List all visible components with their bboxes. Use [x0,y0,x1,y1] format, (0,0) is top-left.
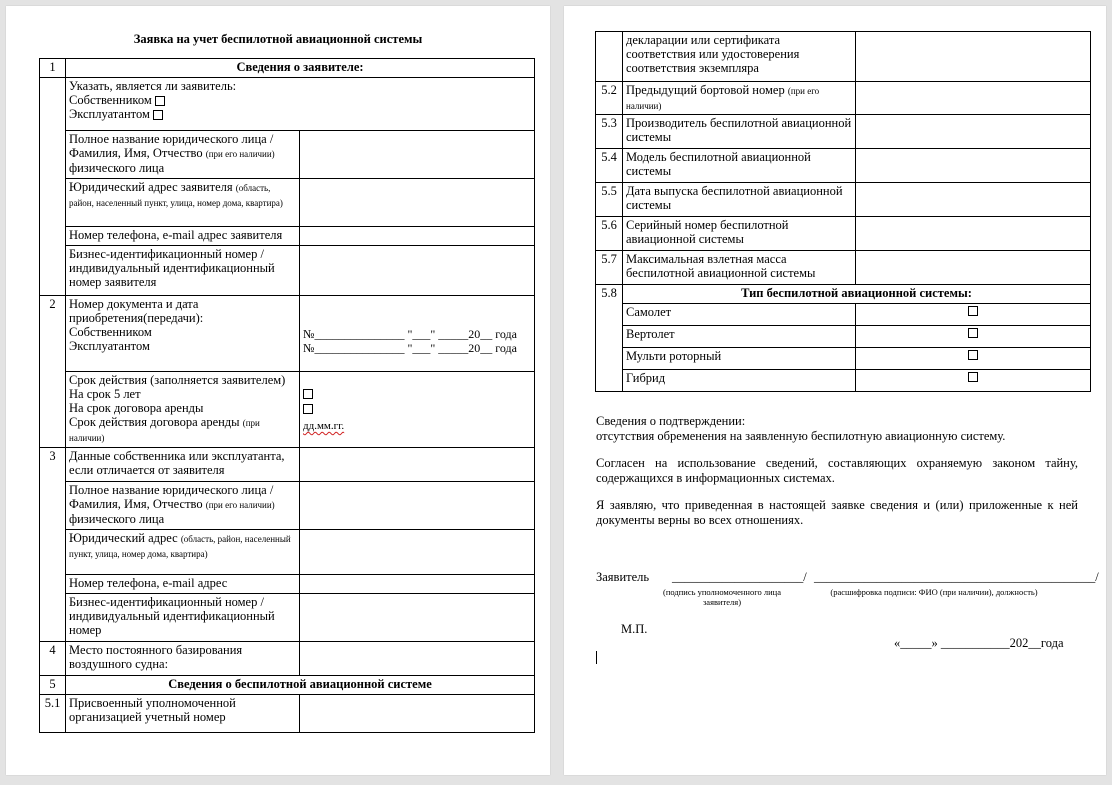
previous-reg-field[interactable] [856,82,1091,115]
applicant-bin-field[interactable] [300,246,535,296]
application-table-part1 [39,58,535,733]
seal-placeholder: М.П. [621,622,648,636]
max-takeoff-mass-field[interactable] [856,251,1091,285]
other-phone-field[interactable] [300,575,535,594]
release-date-field[interactable] [856,183,1091,217]
term-options [300,372,535,448]
section-number-1: 1 [40,59,66,78]
applicant-name-label: Полное название юридического лица / Фамилия, Имя, Отчество (при его наличии) физического лица [66,131,300,179]
applicant-name-field[interactable] [300,131,535,179]
base-location-label: Место постоянного базирования воздушного судна: [66,642,300,676]
type-hybrid-checkbox[interactable] [968,372,978,382]
role-operator-label: Эксплуатантом [69,107,150,121]
applicant-role-cell [66,78,535,131]
section-number-2: 2 [40,296,66,448]
section-number-5-1: 5.1 [40,695,66,733]
signature-line[interactable]: _____________________/ [672,570,807,584]
row-number-5-5: 5.5 [596,183,623,217]
page-title: Заявка на учет беспилотной авиационной системы [133,32,423,46]
row-number-5-8: 5.8 [596,285,623,392]
signing-date-line[interactable]: «_____» ___________202__года [894,636,1064,650]
signature-decoding-line[interactable]: _____________________________________________/ [814,570,1099,584]
consent-paragraph: Согласен на использование сведений, составляющих охраняемую законом тайну, содержащихся в информационных системах. [596,456,1078,485]
applicant-address-field[interactable] [300,179,535,227]
type-multirotor-checkbox[interactable] [968,350,978,360]
operator-checkbox[interactable] [153,110,163,120]
type-airplane-label: Самолет [623,304,856,326]
release-date-label: Дата выпуска беспилотной авиационной системы [623,183,856,217]
row-number-5-6: 5.6 [596,217,623,251]
model-field[interactable] [856,149,1091,183]
lease-date-format[interactable]: дд.мм.гг. [303,420,345,432]
manufacturer-field[interactable] [856,115,1091,149]
signature-decoding-caption: (расшифровка подписи: ФИО (при наличии), должность) [830,587,1038,597]
other-bin-field[interactable] [300,594,535,642]
registration-number-field[interactable] [300,695,535,733]
operator-doc-fill: №_______________ "___" _____20__ года [303,341,517,355]
type-hybrid-label: Гибрид [623,370,856,392]
section-number-3: 3 [40,448,66,642]
type-multirotor-label: Мульти роторный [623,348,856,370]
acquisition-doc-field[interactable] [300,296,535,372]
applicant-label: Заявитель [596,570,650,584]
other-phone-label: Номер телефона, e-mail адрес [66,575,300,594]
other-name-label: Полное название юридического лица / Фамилия, Имя, Отчество (при его наличии) физического лица [66,482,300,530]
certificate-label-cont: декларации или сертификата соответствия или удостоверения соответствия экземпляра [623,32,856,82]
applicant-bin-label: Бизнес-идентификационный номер / индивидуальный идентификационный номер заявителя [66,246,300,296]
application-table-part2 [595,31,1091,392]
other-address-label: Юридический адрес (область, район, населенный пункт, улица, номер дома, квартира) [66,530,300,575]
manufacturer-label: Производитель беспилотной авиационной системы [623,115,856,149]
declaration-paragraph: Я заявляю, что приведенная в настоящей заявке сведения и (или) приложенные к ней документы верны во всех отношениях. [596,498,1078,527]
type-airplane-checkbox[interactable] [968,306,978,316]
certificate-field[interactable] [856,32,1091,82]
uas-type-header: Тип беспилотной авиационной системы: [623,285,1091,304]
owner-doc-fill: №_______________ "___" _____20__ года [303,327,517,341]
type-helicopter-label: Вертолет [623,326,856,348]
text-cursor [596,651,597,664]
type-helicopter-checkbox[interactable] [968,328,978,338]
model-label: Модель беспилотной авиационной системы [623,149,856,183]
row-number-5-7: 5.7 [596,251,623,285]
term-lease-checkbox[interactable] [303,404,313,414]
base-location-field[interactable] [300,642,535,676]
signature-caption: (подпись уполномоченного лица заявителя) [663,587,781,607]
owner-checkbox[interactable] [155,96,165,106]
role-owner-label: Собственником [69,93,152,107]
other-party-label: Данные собственника или эксплуатанта, если отличается от заявителя [66,448,300,482]
term-5y-checkbox[interactable] [303,389,313,399]
row-number-5-3: 5.3 [596,115,623,149]
previous-reg-label: Предыдущий бортовой номер (при его наличии) [623,82,856,115]
serial-number-field[interactable] [856,217,1091,251]
applicant-phone-label: Номер телефона, e-mail адрес заявителя [66,227,300,246]
document-page-1 [6,6,550,775]
confirmation-paragraph: Сведения о подтверждении: отсутствия обременения на заявленную беспилотную авиационную систему. [596,414,1006,443]
other-address-field[interactable] [300,530,535,575]
other-party-field[interactable] [300,448,535,482]
other-name-field[interactable] [300,482,535,530]
applicant-phone-field[interactable] [300,227,535,246]
row-number-5-2: 5.2 [596,82,623,115]
document-page-2 [564,6,1106,775]
serial-number-label: Серийный номер беспилотной авиационной системы [623,217,856,251]
section-header-applicant: Сведения о заявителе: [66,59,535,78]
section-number-4: 4 [40,642,66,676]
applicant-address-label: Юридический адрес заявителя (область, район, населенный пункт, улица, номер дома, квартира) [66,179,300,227]
other-bin-label: Бизнес-идентификационный номер / индивидуальный идентификационный номер [66,594,300,642]
row-number-5-4: 5.4 [596,149,623,183]
role-question: Указать, является ли заявитель: [69,79,237,93]
section-header-uas: Сведения о беспилотной авиационной системе [66,676,535,695]
section-number-5: 5 [40,676,66,695]
term-label: Срок действия (заполняется заявителем) На срок 5 лет На срок договора аренды Срок действия договора аренды (при наличии) [66,372,300,448]
acquisition-doc-label: Номер документа и дата приобретения(передачи): Собственником Эксплуатантом [66,296,300,372]
registration-number-label: Присвоенный уполномоченной организацией учетный номер [66,695,300,733]
max-takeoff-mass-label: Максимальная взлетная масса беспилотной авиационной системы [623,251,856,285]
